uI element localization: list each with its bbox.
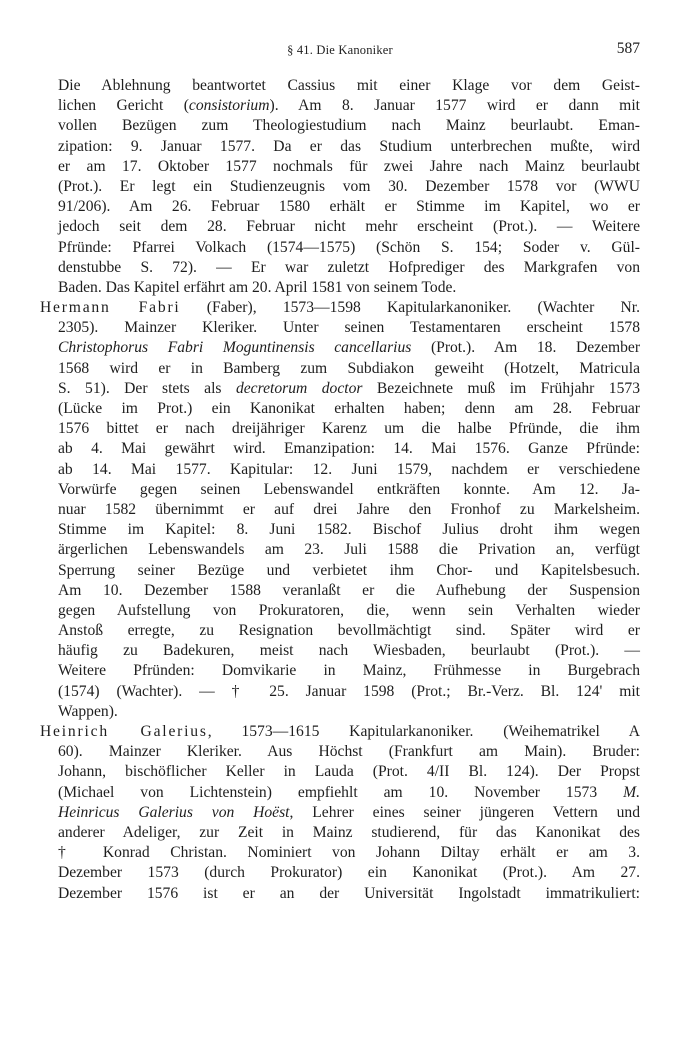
text-run: Weitere Pfründen: Domvikarie in Mainz, Frühmesse in Burgebrach <box>58 662 640 680</box>
text-run: jedoch seit dem 28. Februar nicht mehr erscheint (Prot.). — Weitere <box>58 218 640 236</box>
running-head: § 41. Die Kanoniker <box>287 43 393 57</box>
text-line <box>40 803 640 823</box>
text-run: Am 10. Dezember 1588 veranlaßt er die Aufhebung der Suspension <box>58 581 640 599</box>
text-line <box>40 520 640 540</box>
text-run: denstubbe S. 72). — Er war zuletzt Hofprediger des Markgrafen von <box>58 258 640 276</box>
text-line <box>40 823 640 843</box>
text-line <box>40 884 640 904</box>
text-run: zipation: 9. Januar 1577. Da er das Studium unterbrechen mußte, wird <box>58 137 640 155</box>
text-line <box>40 641 640 661</box>
text-run: Vorwürfe gegen seinen Lebenswandel entkräften konnte. Am 12. Ja- <box>58 480 640 498</box>
text-line <box>40 661 640 681</box>
page-header <box>40 40 640 64</box>
text-line <box>40 137 640 157</box>
text-line <box>40 217 640 237</box>
text-run: , Lehrer eines seiner jüngeren Vettern und <box>289 803 640 821</box>
italic-text: M. <box>623 783 640 801</box>
text-line <box>40 460 640 480</box>
body-text <box>40 76 640 904</box>
text-line <box>40 601 640 621</box>
italic-text: consistorium <box>188 97 270 115</box>
text-line <box>40 96 640 116</box>
text-line <box>40 298 640 318</box>
text-line <box>40 359 640 379</box>
entry-name: Heinrich Galerius <box>40 723 208 740</box>
text-run: † Konrad Christan. Nominiert von Johann Diltay erhält er am 3. <box>58 844 640 862</box>
text-run: ). Am 8. Januar 1577 wird er dann mit <box>269 97 640 115</box>
italic-text: Heinricus Galerius von Hoëst <box>58 803 290 821</box>
text-run: (Prot.). Am 18. Dezember <box>411 339 641 357</box>
text-run: Sperrung seiner Bezüge und verbietet ihm Chor- und Kapitelsbesuch. <box>58 561 640 579</box>
text-run: Baden. Das Kapitel erfährt am 20. April 1581 von seinem Tode. <box>58 278 457 296</box>
text-run: ab 14. Mai 1577. Kapitular: 12. Juni 1579, nachdem er verschiedene <box>58 460 640 478</box>
italic-text: decretorum doctor <box>235 379 363 397</box>
text-line <box>40 742 640 762</box>
entry-name: Hermann Fabri <box>40 299 181 317</box>
text-line <box>40 157 640 177</box>
text-line <box>40 722 640 742</box>
text-run: (Lücke im Prot.) ein Kanonikat erhalten haben; denn am 28. Februar <box>58 400 640 417</box>
text-run: 1576 bittet er nach dreijähriger Karenz um die halbe Pfründe, die ihm <box>58 420 640 438</box>
text-line <box>40 561 640 581</box>
text-line <box>40 278 640 298</box>
text-run: gegen Aufstellung von Prokuratoren, die, wenn sein Verhalten wieder <box>58 601 640 619</box>
text-line <box>40 500 640 520</box>
text-run: Anstoß erregte, zu Resignation bevollmächtigt sind. Später wird er <box>58 622 640 640</box>
text-line <box>40 843 640 863</box>
text-run: , 1573—1615 Kapitularkanoniker. (Weihematrikel A <box>207 723 640 740</box>
text-run: nuar 1582 übernimmt er auf drei Jahre den Fronhof zu Markelsheim. <box>58 500 640 518</box>
page-number: 587 <box>616 40 640 57</box>
paragraph <box>40 722 640 904</box>
text-run: lichen Gericht ( <box>58 97 189 115</box>
text-run: 2305). Mainzer Kleriker. Unter seinen Testamentaren erscheint 1578 <box>58 319 640 337</box>
text-run: S. 51). Der stets als <box>58 379 236 397</box>
text-line <box>40 419 640 439</box>
text-line <box>40 76 640 96</box>
text-run: anderer Adeliger, zur Zeit in Mainz studierend, für das Kanonikat des <box>58 823 640 841</box>
text-run: er am 17. Oktober 1577 nochmals für zwei Jahre nach Mainz beurlaubt <box>58 157 640 175</box>
text-run: 60). Mainzer Kleriker. Aus Höchst (Frankfurt am Main). Bruder: <box>58 743 640 761</box>
paragraph <box>40 298 640 722</box>
text-run: Wappen). <box>58 702 118 720</box>
text-line <box>40 399 640 419</box>
text-line <box>40 540 640 560</box>
text-run: Bezeichnete muß im Frühjahr 1573 <box>362 379 640 397</box>
text-run: (1574) (Wachter). — † 25. Januar 1598 (Prot.; Br.-Verz. Bl. 124' mit <box>58 682 640 700</box>
text-run: Dezember 1573 (durch Prokurator) ein Kanonikat (Prot.). Am 27. <box>58 864 640 882</box>
italic-text: Christophorus Fabri Moguntinensis cancellarius <box>58 339 412 357</box>
text-line <box>40 116 640 136</box>
text-run: (Faber), 1573—1598 Kapitularkanoniker. (Wachter Nr. <box>180 299 640 317</box>
text-line <box>40 338 640 358</box>
text-run: Die Ablehnung beantwortet Cassius mit einer Klage vor dem Geist- <box>58 77 640 94</box>
text-run: Stimme im Kapitel: 8. Juni 1582. Bischof Julius droht ihm wegen <box>58 521 640 539</box>
text-line <box>40 197 640 217</box>
text-line <box>40 682 640 702</box>
paragraph <box>40 76 640 298</box>
text-line <box>40 581 640 601</box>
text-run: Johann, bischöflicher Keller in Lauda (Prot. 4/II Bl. 124). Der Propst <box>58 763 640 781</box>
text-line <box>40 379 640 399</box>
text-run: (Prot.). Er legt ein Studienzeugnis vom 30. Dezember 1578 vor (WWU <box>58 177 640 195</box>
text-line <box>40 258 640 278</box>
text-line <box>40 621 640 641</box>
text-run: ärgerlichen Lebenswandels am 23. Juli 1588 die Privation an, verfügt <box>58 541 640 559</box>
text-run: (Michael von Lichtenstein) empfiehlt am 10. November 1573 <box>58 783 624 801</box>
text-line <box>40 783 640 803</box>
text-line <box>40 480 640 500</box>
text-run: 1568 wird er in Bamberg zum Subdiakon geweiht (Hotzelt, Matricula <box>58 359 640 377</box>
text-run: Pfründe: Pfarrei Volkach (1574—1575) (Schön S. 154; Soder v. Gül- <box>58 238 640 256</box>
text-run: ab 4. Mai gewährt wird. Emanzipation: 14. Mai 1576. Ganze Pfründe: <box>58 440 640 458</box>
text-line <box>40 863 640 883</box>
text-run: 91/206). Am 26. Februar 1580 erhält er Stimme im Kapitel, wo er <box>58 198 640 216</box>
text-line <box>40 702 640 722</box>
text-run: Dezember 1576 ist er an der Universität Ingolstadt immatrikuliert: <box>58 884 640 902</box>
text-line <box>40 238 640 258</box>
text-line <box>40 177 640 197</box>
text-line <box>40 318 640 338</box>
text-line <box>40 439 640 459</box>
text-line <box>40 762 640 782</box>
text-run: häufig zu Badekuren, meist nach Wiesbaden, beurlaubt (Prot.). — <box>58 642 640 660</box>
text-run: vollen Bezügen zum Theologiestudium nach Mainz beurlaubt. Eman- <box>58 117 640 135</box>
